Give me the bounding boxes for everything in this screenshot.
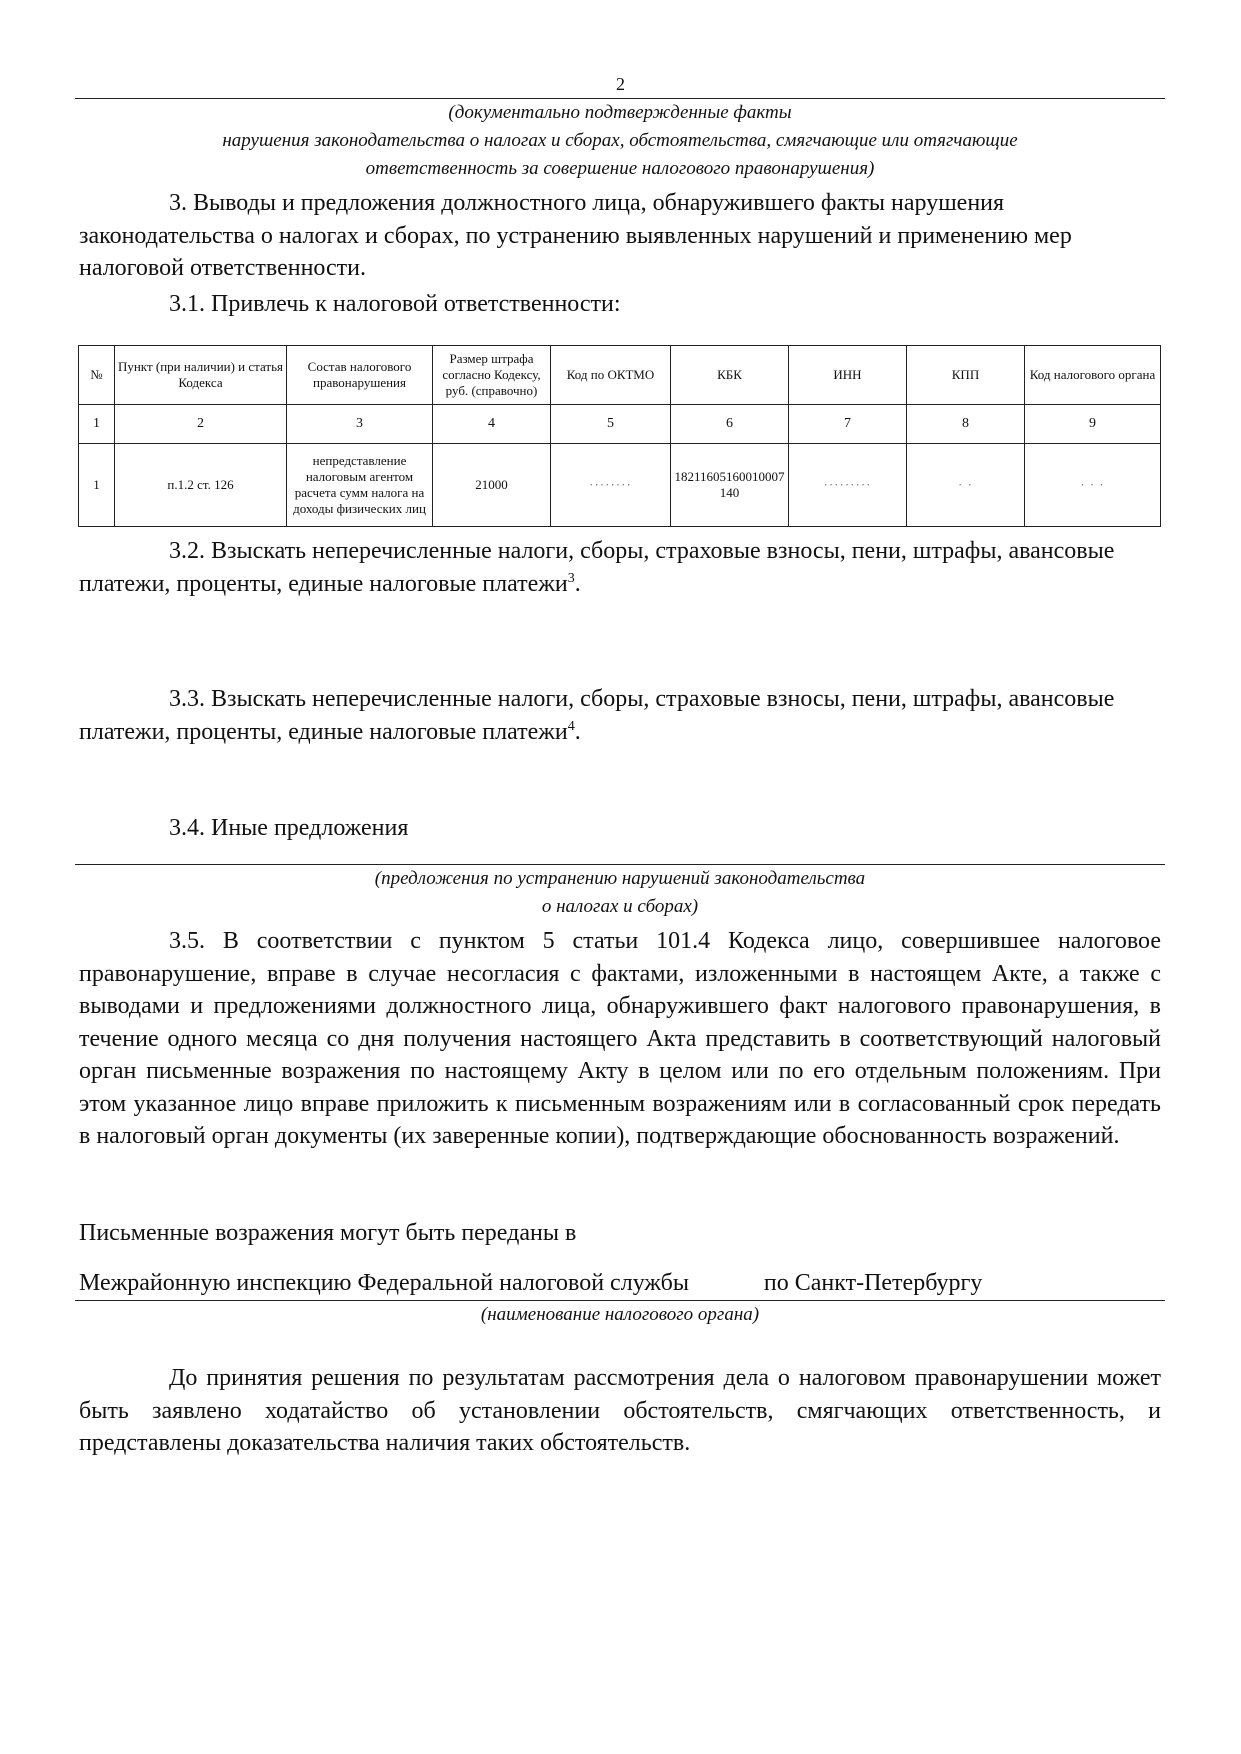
column-number: 9 — [1025, 405, 1161, 444]
header-cell: ИНН — [789, 346, 907, 405]
oktmo-code-redacted: ········ — [551, 444, 671, 527]
header-cell: № — [79, 346, 115, 405]
authority-suffix: по Санкт-Петербургу — [763, 1270, 983, 1296]
penalty-table — [78, 345, 1161, 527]
header-cell: Состав налогового правонарушения — [287, 346, 433, 405]
section-3-3-text: 3.3. Взыскать неперечисленные налоги, сборы, страховые взносы, пени, штрафы, авансовые платежи, проценты, единые налоговые платежи — [79, 686, 1115, 745]
column-number: 5 — [551, 405, 671, 444]
row-number: 1 — [79, 444, 115, 527]
fine-amount: 21000 — [433, 444, 551, 527]
section-3-5: 3.5. В соответствии с пунктом 5 статьи 101.4 Кодекса лицо, совершившее налоговое правонарушение, вправе в случае несогласия с фактами, изложенными в настоящем Акте, а также с выводами и предложениями должностного лица, обнаружившего факт налогового правонарушения, в течение одного месяца со дня получения настоящего Акта представить в соответствующий налоговый орган письменные возражения по настоящему Акту в целом или по его отдельным положениям. При этом указанное лицо вправе приложить к письменным возражениям или в согласованный срок передать в налоговый орган документы (их заверенные копии), подтверждающие обоснованность возражений. — [79, 928, 1161, 1149]
caption-line: (предложения по устранению нарушений законодательства — [374, 868, 866, 889]
page-number: 2 — [616, 74, 625, 94]
tax-authority-code-redacted: · · · — [1025, 444, 1161, 527]
footnote-ref: 4 — [567, 718, 575, 734]
header-cell: Размер штрафа согласно Кодексу, руб. (справочно) — [433, 346, 551, 405]
authority-number-redacted: № ██ — [694, 1270, 758, 1296]
caption-line: о налогах и сборах) — [541, 896, 699, 917]
offense-description: непредставление налоговым агентом расчета сумм налога на доходы физических лиц — [287, 444, 433, 527]
column-number-row — [79, 405, 1161, 444]
column-number: 6 — [671, 405, 789, 444]
section-3-4: 3.4. Иные предложения — [169, 815, 409, 841]
section-3-2-text: 3.2. Взыскать неперечисленные налоги, сборы, страховые взносы, пени, штрафы, авансовые платежи, проценты, единые налоговые платежи — [79, 538, 1115, 597]
column-number: 4 — [433, 405, 551, 444]
kbk-code: 18211605160010007140 — [671, 444, 789, 527]
column-number: 3 — [287, 405, 433, 444]
section-3-heading: 3. Выводы и предложения должностного лица, обнаружившего факты нарушения законодательства о налогах и сборах, по устранению выявленных нарушений и применению мер налоговой ответственности. — [79, 190, 1072, 281]
column-number: 1 — [79, 405, 115, 444]
header-cell: Код по ОКТМО — [551, 346, 671, 405]
column-number: 7 — [789, 405, 907, 444]
authority-text: Межрайонную инспекцию Федеральной налоговой службы — [79, 1270, 689, 1296]
objections-line: Письменные возражения могут быть переданы в — [79, 1220, 577, 1246]
kpp-redacted: · · — [907, 444, 1025, 527]
footnote-ref: 3 — [567, 570, 575, 586]
header-cell: КПП — [907, 346, 1025, 405]
column-number: 8 — [907, 405, 1025, 444]
caption-line: (документально подтвержденные факты — [448, 102, 792, 123]
column-number: 2 — [115, 405, 287, 444]
authority-caption: (наименование налогового органа) — [480, 1304, 760, 1325]
header-cell: Код налогового органа — [1025, 346, 1161, 405]
caption-line: нарушения законодательства о налогах и сборах, обстоятельства, смягчающие или отягчающие — [222, 130, 1018, 151]
section-3-3: 3.3. Взыскать неперечисленные налоги, сборы, страховые взносы, пени, штрафы, авансовые платежи, проценты, единые налоговые платежи$^4$. — [79, 686, 1115, 745]
facts-caption — [75, 99, 1165, 183]
section-3-1: 3.1. Привлечь к налоговой ответственности: — [169, 291, 621, 317]
tax-authority-name — [79, 1267, 1161, 1300]
section-3-2: 3.2. Взыскать неперечисленные налоги, сборы, страховые взносы, пени, штрафы, авансовые платежи, проценты, единые налоговые платежи$^3$. — [79, 538, 1115, 597]
table-header-row — [79, 346, 1161, 405]
inn-redacted: ········· — [789, 444, 907, 527]
caption-line: ответственность за совершение налогового правонарушения) — [365, 158, 875, 179]
code-article: п.1.2 ст. 126 — [115, 444, 287, 527]
header-cell: КБК — [671, 346, 789, 405]
closing-paragraph — [79, 1362, 1161, 1460]
other-proposals-caption — [75, 865, 1165, 921]
closing-text: До принятия решения по результатам рассмотрения дела о налоговом правонарушении может быть заявлено ходатайство об установлении обстоятельств, смягчающих ответственность, и представлены доказательства наличия таких обстоятельств. — [79, 1365, 1161, 1456]
header-cell: Пункт (при наличии) и статья Кодекса — [115, 346, 287, 405]
table-row — [79, 444, 1161, 527]
